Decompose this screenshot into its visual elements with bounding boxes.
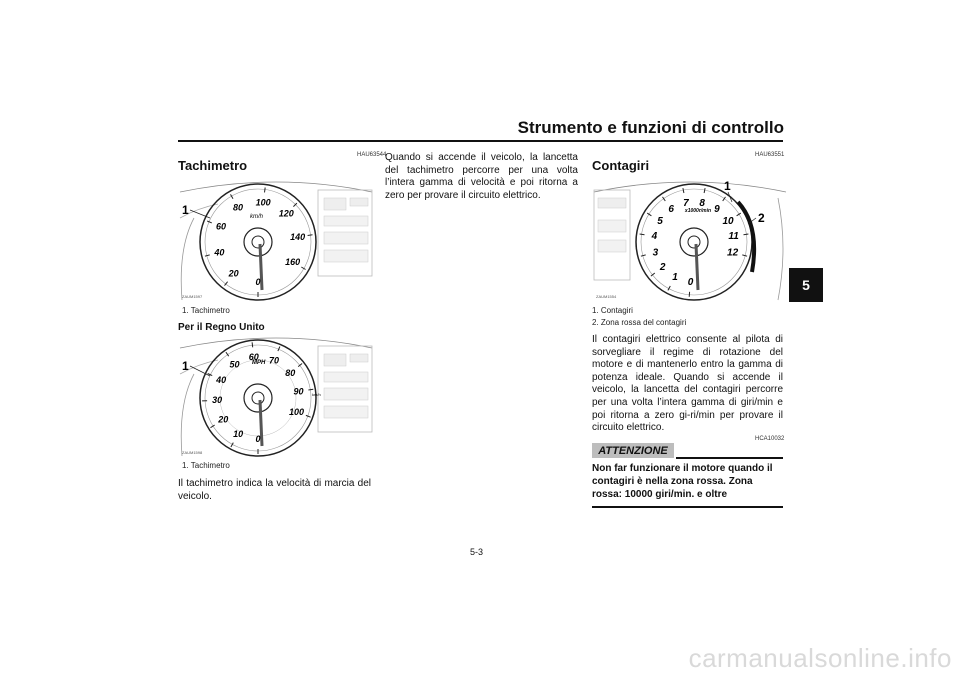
- gauge-tick: [640, 234, 645, 235]
- tachometer-description: Il tachimetro indica la velocità di marcia del veicolo.: [178, 478, 371, 502]
- gauge-label: 70: [268, 355, 280, 366]
- gauge-label: 10: [722, 216, 734, 227]
- uk-subheading: Per il Regno Unito: [178, 322, 265, 333]
- page-number: 5-3: [470, 547, 484, 557]
- rpm-unit: x1000r/min: [684, 208, 712, 214]
- figure-caption: 1. Tachimetro: [182, 461, 230, 470]
- gauge-label: 100: [288, 407, 305, 417]
- gauge-label: 9: [714, 204, 720, 216]
- gauge-label: 8: [699, 197, 705, 209]
- gauge-label: 90: [293, 386, 304, 397]
- gauge-label: 6: [668, 204, 674, 216]
- gauge-tick: [205, 255, 210, 256]
- gauge-label: 100: [255, 197, 271, 208]
- gauge-tick: [742, 255, 747, 256]
- gauge-label: 3: [652, 247, 659, 259]
- speed-unit-kmh: km/h: [312, 392, 321, 397]
- gauge-label: 0: [687, 276, 694, 288]
- gauge-tick: [265, 188, 266, 193]
- speed-unit-mph: MPH: [252, 360, 266, 366]
- gauge-label: 7: [683, 197, 689, 209]
- gauge-label: 160: [285, 257, 301, 267]
- gauge-tick: [683, 188, 684, 193]
- header-rule: [178, 140, 783, 142]
- gauge-tick: [252, 342, 253, 347]
- figure-caption-1: 1. Contagiri: [592, 306, 633, 315]
- caution-rule-bottom: [592, 506, 783, 508]
- gauge-label: 40: [214, 247, 225, 258]
- gauge-label: 120: [278, 208, 294, 219]
- gauge-label: 12: [727, 247, 739, 259]
- rev-counter-description: Il contagiri elettrico consente al pilota di sorvegliare il regime di rotazione del motore e di mantenerlo entro la gamma di potenza ideale. Quando si accende il veicolo, la lancetta del contagiri percorre per una volta l’intera gamma di giri/min e poi ritorna a zero gi-ri/min per provare il circuito elettrico.: [592, 334, 783, 434]
- gauge-tick: [704, 188, 705, 193]
- figure-caption-2: 2. Zona rossa del contagiri: [592, 318, 687, 327]
- gauge-label: 4: [651, 231, 658, 243]
- figure-caption: 1. Tachimetro: [182, 306, 230, 315]
- gauge-label: 60: [215, 221, 227, 232]
- speedometer-figure-kmh: [178, 178, 374, 302]
- gauge-label: 40: [216, 375, 227, 385]
- caution-label: ATTENZIONE: [592, 443, 674, 458]
- caution-text: Non far funzionare il motore quando il contagiri è nella zona rossa. Zona rossa: 10000 giri/min. e oltre: [592, 463, 773, 500]
- callout-2: 2: [758, 211, 765, 225]
- caution-code: HCA10032: [755, 436, 785, 442]
- watermark: carmanualsonline.info: [688, 643, 952, 673]
- gauge-label: 0: [255, 434, 261, 444]
- speed-unit: km/h: [250, 214, 264, 220]
- figure-id: ZAUM1597: [182, 294, 203, 299]
- rev-counter-figure: [592, 178, 788, 302]
- gauge-label: 11: [728, 231, 739, 243]
- gauge-tick: [641, 255, 646, 256]
- reference-code: HAU63544: [357, 152, 387, 158]
- gauge-tick: [293, 203, 297, 207]
- gauge-label: 60: [248, 352, 259, 363]
- speedometer-figure-mph: [178, 334, 374, 458]
- gauge-tick: [744, 234, 749, 235]
- gauge-label: 20: [228, 268, 239, 279]
- gauge-label: 2: [659, 261, 666, 273]
- gauge-tick: [308, 235, 313, 236]
- gauge-label: 0: [255, 277, 261, 287]
- gauge-label: 140: [290, 231, 306, 242]
- gauge-label: 1: [672, 272, 678, 284]
- gauge-tick: [308, 389, 313, 390]
- tachometer-heading: Tachimetro: [178, 158, 248, 173]
- section-title: Strumento e funzioni di controllo: [517, 118, 784, 137]
- rev-counter-heading: Contagiri: [592, 158, 650, 173]
- gauge-label: 5: [657, 216, 663, 227]
- caution-rule-top: [676, 457, 783, 459]
- chapter-tab: 5: [789, 268, 823, 302]
- callout-1: 1: [182, 359, 189, 373]
- gauge-label: 10: [233, 428, 244, 439]
- callout-1: 1: [724, 179, 731, 193]
- callout-1: 1: [182, 203, 189, 217]
- figure-id: ZAUM1554: [596, 294, 617, 299]
- gauge-label: 30: [212, 395, 223, 406]
- needle-sweep-text: Quando si accende il veicolo, la lancetta del tachimetro percorre per una volta l’intera gamma di velocità e poi ritorna a zero per provare il circuito elettrico.: [385, 152, 578, 201]
- reference-code: HAU63551: [755, 152, 785, 158]
- gauge-label: 80: [285, 367, 296, 378]
- gauge-label: 20: [218, 414, 229, 425]
- gauge-label: 50: [229, 359, 240, 370]
- gauge-label: 80: [232, 202, 244, 213]
- figure-id: ZAUM1598: [182, 450, 203, 455]
